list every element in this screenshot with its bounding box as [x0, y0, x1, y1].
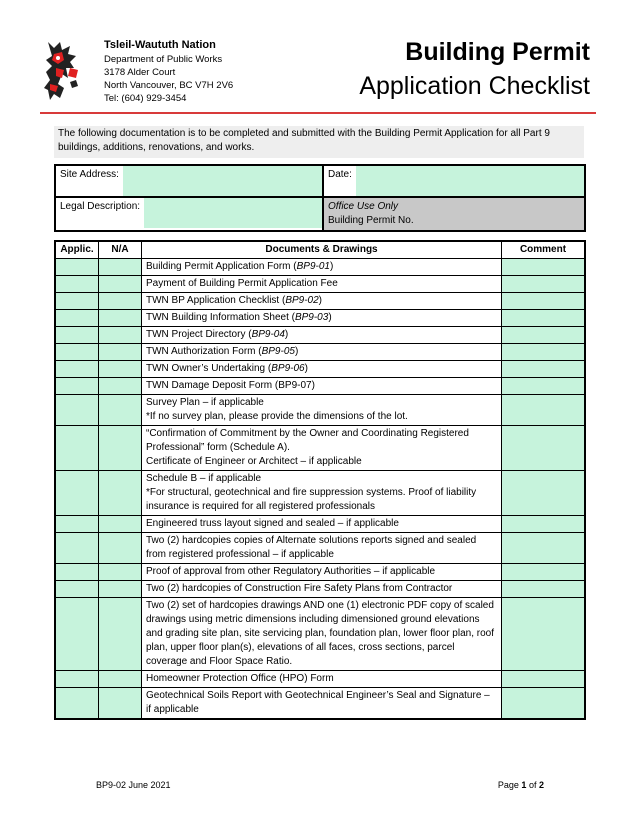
applic-checkbox[interactable] [55, 310, 99, 327]
date-label: Date: [328, 169, 352, 180]
document-text-suffix: ) [318, 295, 323, 306]
applic-checkbox[interactable] [55, 426, 99, 471]
table-row [55, 426, 585, 471]
document-description [142, 533, 502, 564]
table-row [55, 259, 585, 276]
document-text-main: Building Permit Application Form ( [146, 261, 297, 272]
comment-field[interactable] [502, 344, 586, 361]
document-text [146, 517, 497, 531]
document-text-main: TWN Building Information Sheet ( [146, 312, 295, 323]
na-checkbox[interactable] [99, 516, 142, 533]
comment-field[interactable] [502, 598, 586, 671]
document-text [146, 582, 497, 596]
page-number [498, 780, 544, 790]
applic-checkbox[interactable] [55, 327, 99, 344]
comment-field[interactable] [502, 361, 586, 378]
header-comment: Comment [502, 241, 586, 259]
title-application-checklist: Application Checklist [359, 72, 590, 100]
comment-field[interactable] [502, 688, 586, 720]
comment-field[interactable] [502, 671, 586, 688]
form-code-ref: BP9-01 [296, 261, 330, 272]
form-code-ref: BP9-06 [271, 363, 305, 374]
table-row [55, 516, 585, 533]
comment-field[interactable] [502, 276, 586, 293]
table-row [55, 310, 585, 327]
document-text [146, 328, 497, 342]
table-row [55, 564, 585, 581]
na-checkbox[interactable] [99, 426, 142, 471]
comment-field[interactable] [502, 378, 586, 395]
applic-checkbox[interactable] [55, 293, 99, 310]
na-checkbox[interactable] [99, 471, 142, 516]
document-note: *For structural, geotechnical and fire suppression systems. Proof of liability insurance is required for all registered professionals [146, 487, 477, 512]
header-applic: Applic. [55, 241, 99, 259]
applic-checkbox[interactable] [55, 581, 99, 598]
document-text-main: Proof of approval from other Regulatory Authorities – if applicable [146, 566, 436, 577]
document-description [142, 471, 502, 516]
document-text-suffix: ) [284, 329, 289, 340]
document-note: *If no survey plan, please provide the dimensions of the lot. [146, 411, 408, 422]
document-text-suffix: ) [328, 312, 332, 323]
document-text [146, 472, 497, 486]
comment-field[interactable] [502, 516, 586, 533]
document-text-suffix: ) [304, 363, 308, 374]
document-description [142, 378, 502, 395]
comment-field[interactable] [502, 581, 586, 598]
applic-checkbox[interactable] [55, 671, 99, 688]
applic-checkbox[interactable] [55, 259, 99, 276]
intro-text: The following documentation is to be completed and submitted with the Building Permit Application for all Part 9 buildings, additions, renovations, and works. [54, 126, 584, 158]
document-description [142, 516, 502, 533]
table-row [55, 688, 585, 720]
document-text-main: Payment of Building Permit Application Fee [146, 278, 338, 289]
document-description [142, 426, 502, 471]
site-info-table [54, 164, 586, 232]
document-text-main: Engineered truss layout signed and sealed – if applicable [146, 518, 399, 529]
applic-checkbox[interactable] [55, 344, 99, 361]
page-word: Page [497, 780, 519, 790]
office-use-cell [323, 197, 585, 231]
comment-field[interactable] [502, 259, 586, 276]
table-row [55, 361, 585, 378]
document-text-main: Homeowner Protection Office (HPO) Form [146, 673, 334, 684]
document-description [142, 310, 502, 327]
applic-checkbox[interactable] [55, 378, 99, 395]
header-na: N/A [99, 241, 142, 259]
document-description [142, 395, 502, 426]
address-line-2: North Vancouver, BC V7H 2V6 [104, 80, 234, 91]
document-text-main: Two (2) hardcopies copies of Alternate solutions reports signed and sealed from registered professional – if applicable [146, 535, 477, 560]
table-row [55, 395, 585, 426]
document-text-main: TWN BP Application Checklist ( [146, 295, 286, 306]
table-row [55, 581, 585, 598]
document-description [142, 581, 502, 598]
document-text [146, 277, 497, 291]
document-description [142, 361, 502, 378]
header-documents: Documents & Drawings [142, 241, 502, 259]
table-row [55, 471, 585, 516]
table-row [55, 598, 585, 671]
table-row [55, 293, 585, 310]
na-checkbox[interactable] [99, 598, 142, 671]
of-word: of [528, 780, 537, 790]
form-code: BP9-02 June 2021 [96, 780, 171, 790]
document-text-suffix: ) [294, 346, 299, 357]
document-text [146, 345, 497, 359]
document-text [146, 379, 497, 393]
table-row [55, 378, 585, 395]
na-checkbox[interactable] [99, 344, 142, 361]
comment-field[interactable] [502, 293, 586, 310]
na-checkbox[interactable] [99, 564, 142, 581]
document-text [146, 599, 497, 669]
table-row [55, 276, 585, 293]
legal-description-field[interactable] [144, 198, 322, 228]
applic-checkbox[interactable] [55, 516, 99, 533]
site-address-field[interactable] [123, 166, 322, 196]
applic-checkbox[interactable] [55, 276, 99, 293]
site-address-label: Site Address: [60, 169, 119, 180]
document-description [142, 344, 502, 361]
document-text-main: “Confirmation of Commitment by the Owner and Coordinating Registered Professional” form (Schedule A). [146, 428, 469, 453]
comment-field[interactable] [502, 426, 586, 471]
na-checkbox[interactable] [99, 378, 142, 395]
page-total: 2 [538, 780, 544, 790]
comment-field[interactable] [502, 533, 586, 564]
document-text [146, 260, 497, 274]
date-field[interactable] [356, 166, 584, 196]
na-checkbox[interactable] [99, 310, 142, 327]
office-use-label: Office Use Only [328, 201, 399, 212]
form-code-ref: BP9-03 [294, 312, 329, 323]
table-row [55, 671, 585, 688]
na-checkbox[interactable] [99, 259, 142, 276]
document-text-main: TWN Damage Deposit Form (BP9-07) [146, 380, 315, 391]
applic-checkbox[interactable] [55, 471, 99, 516]
form-code-ref: BP9-05 [261, 346, 295, 357]
form-code-ref: BP9-04 [251, 329, 285, 340]
table-row [55, 533, 585, 564]
comment-field[interactable] [502, 327, 586, 344]
phone: Tel: (604) 929-3454 [104, 93, 187, 104]
header-divider [40, 112, 596, 114]
na-checkbox[interactable] [99, 581, 142, 598]
document-text [146, 362, 497, 376]
document-text-main: Geotechnical Soils Report with Geotechnical Engineer’s Seal and Signature – if applicable [146, 690, 490, 715]
applic-checkbox[interactable] [55, 361, 99, 378]
document-text-main: TWN Authorization Form ( [146, 346, 262, 357]
na-checkbox[interactable] [99, 361, 142, 378]
document-text [146, 534, 497, 562]
document-text-main: Two (2) set of hardcopies drawings AND one (1) electronic PDF copy of scaled drawings using metric dimensions including dimensioned ground elevations and grading site plan, site servicing plan, foundation plan, lower floor plan, roof plan, upper floor plan(s), elevations of all faces, cross sections, parcel coverage and Floor Space Ratio. [146, 600, 494, 667]
na-checkbox[interactable] [99, 688, 142, 720]
na-checkbox[interactable] [99, 293, 142, 310]
legal-description-cell [55, 197, 323, 231]
tsleil-waututh-logo [40, 38, 86, 102]
applic-checkbox[interactable] [55, 598, 99, 671]
form-code-ref: BP9-02 [285, 295, 319, 306]
document-text-main: TWN Owner’s Undertaking ( [146, 363, 272, 374]
na-checkbox[interactable] [99, 327, 142, 344]
document-header [0, 0, 640, 118]
document-text [146, 427, 497, 455]
organization-block [104, 38, 233, 105]
na-checkbox[interactable] [99, 671, 142, 688]
applic-checkbox[interactable] [55, 688, 99, 720]
comment-field[interactable] [502, 564, 586, 581]
na-checkbox[interactable] [99, 533, 142, 564]
na-checkbox[interactable] [99, 395, 142, 426]
document-description [142, 688, 502, 720]
document-description [142, 564, 502, 581]
title-building-permit: Building Permit [405, 38, 590, 66]
na-checkbox[interactable] [99, 276, 142, 293]
document-note: Certificate of Engineer or Architect – if applicable [146, 456, 362, 467]
document-text-suffix: ) [329, 261, 334, 272]
table-row [55, 344, 585, 361]
table-row [55, 327, 585, 344]
site-address-cell [55, 165, 323, 197]
page-current: 1 [521, 780, 527, 790]
org-name: Tsleil-Waututh Nation [104, 39, 216, 51]
document-description [142, 293, 502, 310]
document-text-main: Schedule B – if applicable [146, 473, 262, 484]
document-text [146, 396, 497, 410]
document-description [142, 259, 502, 276]
address-line-1: 3178 Alder Court [104, 67, 176, 78]
checklist-table [54, 240, 586, 720]
document-text [146, 294, 497, 308]
applic-checkbox[interactable] [55, 395, 99, 426]
document-text [146, 689, 497, 717]
comment-field[interactable] [502, 310, 586, 327]
document-description [142, 671, 502, 688]
document-text-main: Two (2) hardcopies of Construction Fire Safety Plans from Contractor [146, 583, 453, 594]
comment-field[interactable] [502, 471, 586, 516]
department: Department of Public Works [104, 54, 223, 65]
document-text-main: TWN Project Directory ( [146, 329, 252, 340]
document-text [146, 311, 497, 325]
document-description [142, 327, 502, 344]
document-text [146, 672, 497, 686]
document-text-main: Survey Plan – if applicable [146, 397, 264, 408]
applic-checkbox[interactable] [55, 533, 99, 564]
legal-description-label: Legal Description: [60, 201, 141, 212]
comment-field[interactable] [502, 395, 586, 426]
date-cell [323, 165, 585, 197]
document-description [142, 276, 502, 293]
applic-checkbox[interactable] [55, 564, 99, 581]
document-description [142, 598, 502, 671]
permit-number-label: Building Permit No. [328, 215, 414, 226]
document-text [146, 565, 497, 579]
